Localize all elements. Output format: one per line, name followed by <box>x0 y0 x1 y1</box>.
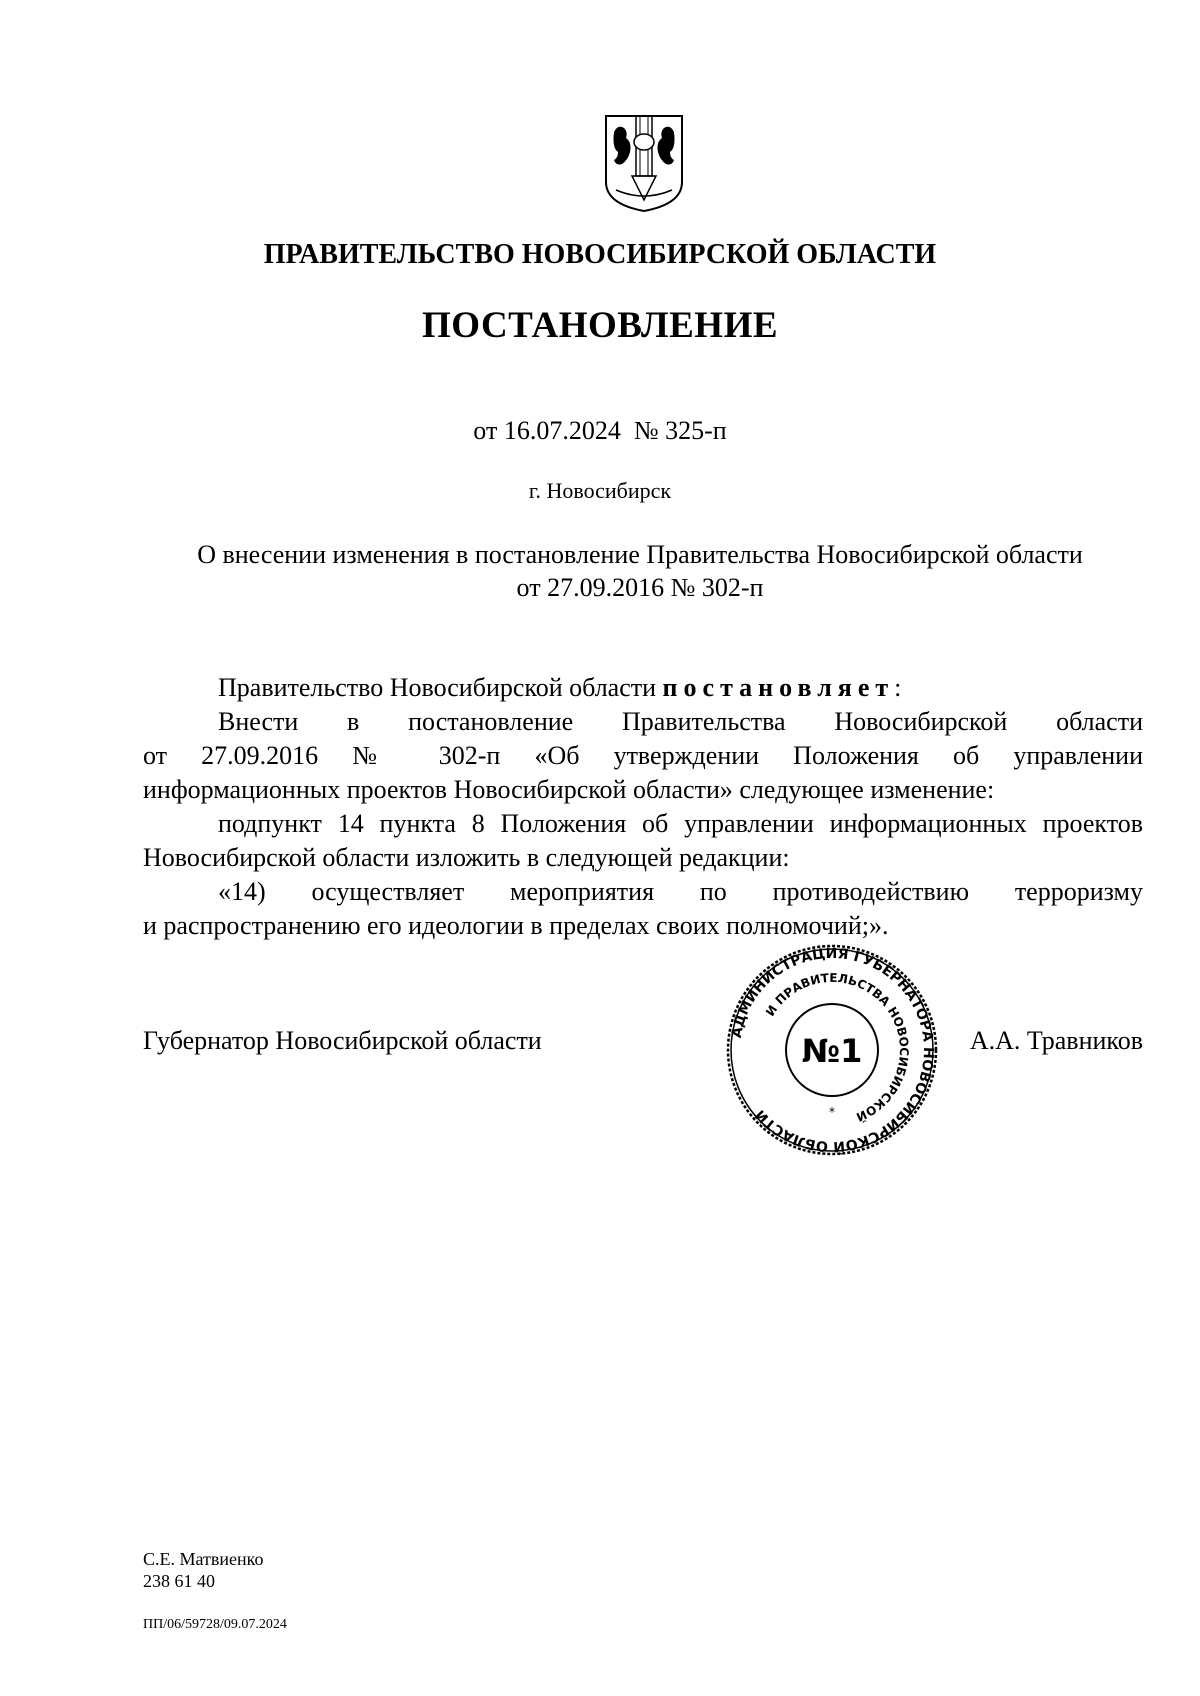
executor-block <box>143 1548 263 1592</box>
new-text-paragraph <box>143 875 1143 943</box>
official-seal-stamp <box>722 940 942 1160</box>
resolution-paragraph <box>143 671 1143 705</box>
subject-line-2: от 27.09.2016 № 302-п <box>516 573 764 602</box>
coat-of-arms-emblem <box>602 112 686 214</box>
amendment-line-2: от 27.09.2016 № 302-п «Об утверждении Положения об управлении <box>143 741 1143 770</box>
amendment-line-1: Внести в постановление Правительства Новосибирской области <box>218 707 1143 736</box>
document-city: г. Новосибирск <box>528 478 672 503</box>
amendment-line-3: информационных проектов Новосибирской области» следующее изменение: <box>143 775 995 804</box>
document-subject <box>140 538 1140 604</box>
subpoint-paragraph <box>143 807 1143 875</box>
document-code: ПП/06/59728/09.07.2024 <box>143 1617 287 1632</box>
stamp-inner-text: И ПРАВИТЕЛЬСТВА НОВОСИБИРСКОЙ <box>763 970 912 1125</box>
signatory-title: Губернатор Новосибирской области <box>143 1026 542 1055</box>
subpoint-line-1: подпункт 14 пункта 8 Положения об управлении информационных проектов <box>218 809 1143 838</box>
organization-name: ПРАВИТЕЛЬСТВО НОВОСИБИРСКОЙ ОБЛАСТИ <box>263 239 937 270</box>
amendment-paragraph <box>143 705 1143 807</box>
new-text-line-1: «14) осуществляет мероприятия по противодействию терроризму <box>218 877 1143 906</box>
document-body <box>143 671 1143 943</box>
resolution-prefix: Правительство Новосибирской области <box>218 673 657 702</box>
document-date-number: от 16.07.2024 № 325-п <box>473 416 727 445</box>
stamp-outer-text: АДМИНИСТРАЦИЯ ГУБЕРНАТОРА НОВОСИБИРСКОЙ ОБЛАСТИ <box>728 945 937 1155</box>
resolution-suffix: : <box>894 673 902 702</box>
new-text-line-2: и распространению его идеологии в пределах своих полномочий;». <box>143 911 889 940</box>
signatory-name: А.А. Травников <box>969 1026 1143 1055</box>
document-type-title: ПОСТАНОВЛЕНИЕ <box>421 305 779 346</box>
executor-phone: 238 61 40 <box>143 1571 215 1591</box>
stamp-star-icon: * <box>829 1105 835 1119</box>
stamp-center-number: №1 <box>801 1032 863 1070</box>
subpoint-line-2: Новосибирской области изложить в следующей редакции: <box>143 843 790 872</box>
resolution-verb: постановляет <box>662 673 895 702</box>
executor-name: С.Е. Матвиенко <box>143 1549 264 1569</box>
subject-line-1: О внесении изменения в постановление Правительства Новосибирской области <box>197 540 1083 569</box>
